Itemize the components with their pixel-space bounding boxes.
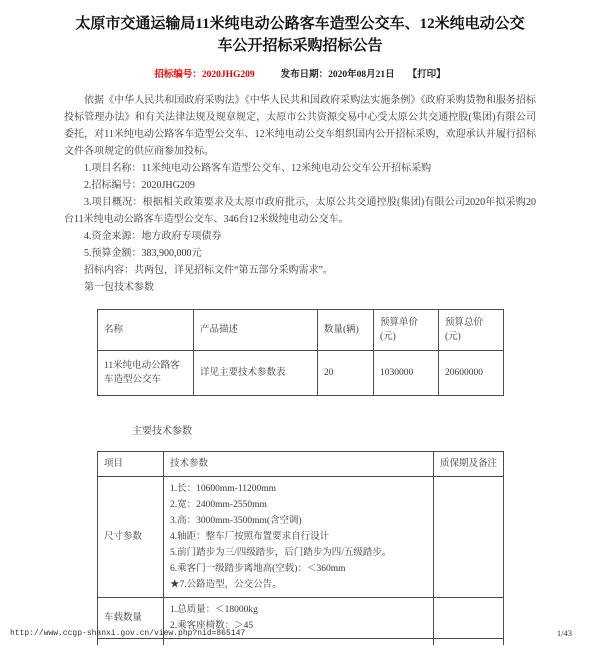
cell-product-desc: 详见主要技术参数表: [194, 351, 318, 396]
cell-total-price: 20600000: [439, 351, 504, 396]
header-quantity: 数量(辆): [318, 310, 374, 351]
cell-quantity: 20: [318, 351, 374, 396]
cell-warranty-dimensions: [434, 477, 504, 598]
item-project-name: 1.项目名称：11米纯电动公路客车造型公交车、12米纯电动公交车公开招标采购: [84, 163, 432, 174]
item-bid-content: 招标内容：共两包，详见招标文件“第五部分采购需求”。: [84, 265, 333, 276]
price-table-header-row: [98, 310, 504, 351]
header-item: 项目: [98, 452, 164, 477]
cell-unit-price: 1030000: [374, 351, 439, 396]
package1-price-table: [97, 309, 504, 396]
cell-params-performance: [164, 639, 434, 646]
param-line: 1.总质量：＜18000kg: [170, 605, 258, 615]
price-table-row: [98, 351, 504, 396]
intro-paragraph: 依据《中华人民共和国政府采购法》《中华人民共和国政府采购法实施条例》《政府采购货物和服务招标投标管理办法》和有关法律法规及规章规定，太原市公共资源交易中心受太原公共交通控股(集团)有限公司委托，对11米纯电动公路客车造型公交车、12米纯电动公交车组织国内公开招标采购，欢迎承认并履行招标文件各项规定的供应商参加投标。: [64, 95, 536, 157]
param-line: 2.宽：2400mm-2550mm: [170, 500, 267, 510]
header-tech-params: 技术参数: [164, 452, 434, 477]
item-project-overview: 3.项目概况：根据相关政策要求及太原市政府批示，太原公共交通控股(集团)有限公司2020年拟采购20台11米纯电动公路客车造型公交车、346台12米级纯电动公交车。: [64, 197, 536, 225]
param-line: ★7.公路造型，公交公告。: [170, 580, 282, 590]
tech-row-performance: [98, 639, 504, 646]
cell-warranty-performance: [434, 639, 504, 646]
bid-number: 招标编号：2020JHG209: [154, 70, 255, 80]
tech-table-header-row: [98, 452, 504, 477]
meta-line: [0, 66, 600, 80]
header-product-desc: 产品描述: [194, 310, 318, 351]
param-line: 6.乘客门一级踏步离地高(空载)：＜360mm: [170, 564, 346, 574]
publish-date: 发布日期：2020年08月21日: [280, 70, 395, 80]
param-line: 3.高：3000mm-3500mm(含空调): [170, 516, 302, 526]
cell-params-dimensions: [164, 477, 434, 598]
tech-params-label: 主要技术参数: [132, 426, 192, 437]
cell-warranty-capacity: [434, 598, 504, 639]
param-line: 1.长：10600mm-11200mm: [170, 484, 276, 494]
header-name: 名称: [98, 310, 194, 351]
header-warranty-remarks: 质保期及备注: [434, 452, 504, 477]
cell-name: 11米纯电动公路客车造型公交车: [98, 351, 194, 396]
tech-row-dimensions: [98, 477, 504, 598]
page-number: 1/43: [556, 628, 572, 638]
cell-item-capacity: 车载数量: [98, 598, 164, 639]
header-unit-price: 预算单价(元): [374, 310, 439, 351]
print-button[interactable]: 【打印】: [407, 70, 446, 80]
item-budget-amount: 5.预算金额：383,900,000元: [84, 248, 202, 259]
param-line: 4.轴距：整车厂按照布置要求自行设计: [170, 532, 330, 542]
footer-url: http://www.ccgp-shanxi.gov.cn/view.php?nid=865147: [10, 629, 246, 638]
item-funding-source: 4.资金来源：地方政府专项债券: [84, 231, 222, 242]
tech-params-table: [97, 451, 504, 645]
item-bid-number: 2.招标编号：2020JHG209: [84, 180, 195, 191]
tech-params-table-wrap: [97, 451, 600, 645]
package1-heading: 第一包技术参数: [84, 282, 154, 293]
announcement-body: [64, 92, 536, 296]
page-title: 太原市交通运输局11米纯电动公路客车造型公交车、12米纯电动公交车公开招标采购招标公告: [75, 16, 525, 54]
header-total-price: 预算总价(元): [439, 310, 504, 351]
param-line: 2.乘客座椅数：＞45: [170, 621, 254, 631]
param-line: 5.前门踏步为三/四级踏步，后门踏步为四/五级踏步。: [170, 548, 392, 558]
cell-item-dimensions: 尺寸参数: [98, 477, 164, 598]
cell-item-performance: [98, 639, 164, 646]
